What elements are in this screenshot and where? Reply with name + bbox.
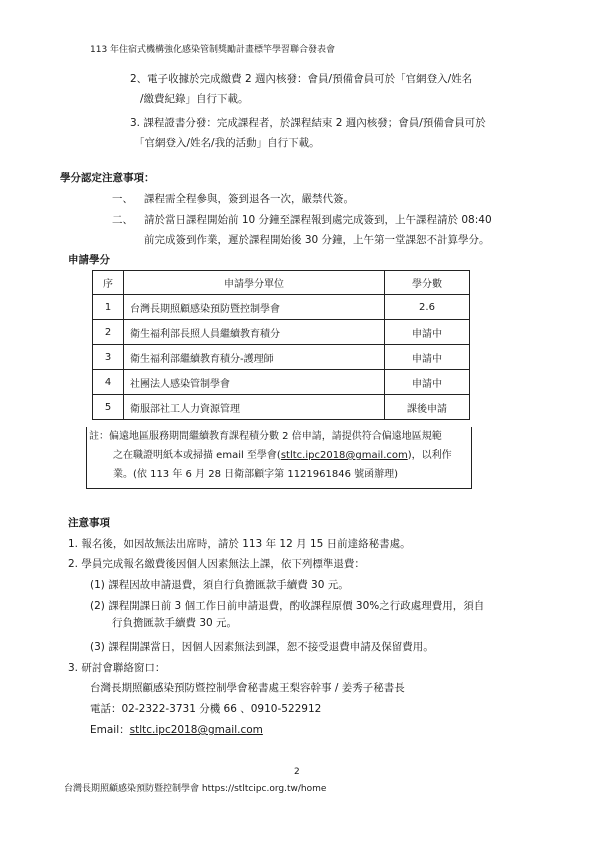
apply-credits-heading: 申請學分 bbox=[68, 254, 110, 266]
page-number: 2 bbox=[294, 767, 300, 777]
column-header-no: 序 bbox=[93, 271, 124, 295]
row-unit: 社團法人感染管制學會 bbox=[124, 370, 385, 395]
page-header: 113 年住宿式機構強化感染管制獎勵計畫標竿學習聯合發表會 bbox=[90, 45, 336, 55]
row-value: 申請中 bbox=[385, 370, 470, 395]
certificate-item-line1: 3. 課程證書分發：完成課程者，於課程結束 2 週內核發；會員/預備會員可於 bbox=[130, 117, 486, 129]
row-no: 3 bbox=[93, 345, 124, 370]
row-unit: 衛生福利部繼續教育積分-護理師 bbox=[124, 345, 385, 370]
notice-item-2: 2. 學員完成報名繳費後因個人因素無法上課，依下列標準退費： bbox=[68, 558, 365, 570]
table-note-email-link[interactable]: stltc.ipc2018@gmail.com bbox=[280, 450, 408, 461]
table-note-box bbox=[86, 427, 472, 489]
contact-org: 台灣長期照顧感染預防暨控制學會秘書處王梨容幹事 / 姜秀子秘書長 bbox=[90, 682, 405, 694]
notice-item-1: 1. 報名後，如因故無法出席時，請於 113 年 12 月 15 日前達絡秘書處。 bbox=[68, 538, 411, 550]
certificate-item-line2: 「官網登入/姓名/我的活動」自行下載。 bbox=[134, 137, 320, 149]
table-header-row bbox=[93, 271, 470, 295]
column-header-unit: 申請學分單位 bbox=[124, 271, 385, 295]
table-note-line2-a: 之在職證明紙本或掃描 email 至學會( bbox=[113, 450, 281, 461]
contact-email-link[interactable]: stltc.ipc2018@gmail.com bbox=[129, 724, 263, 736]
row-value: 課後申請 bbox=[385, 395, 470, 420]
row-unit: 衛服部社工人力資源管理 bbox=[124, 395, 385, 420]
notice-sub-3: (3) 課程開課當日，因個人因素無法到課，恕不接受退費申請及保留費用。 bbox=[90, 641, 434, 653]
table-note-line2-b: )，以利作 bbox=[407, 450, 452, 461]
credit-note-2-line1: 請於當日課程開始前 10 分鐘至課程報到處完成簽到，上午課程請於 08:40 bbox=[144, 214, 492, 226]
receipt-item-line2: /繳費紀錄」自行下載。 bbox=[140, 93, 249, 105]
column-header-value: 學分數 bbox=[385, 271, 470, 295]
row-no: 2 bbox=[93, 320, 124, 345]
table-row bbox=[93, 320, 470, 345]
table-row bbox=[93, 295, 470, 320]
notice-item-3: 3. 研討會聯絡窗口： bbox=[68, 662, 166, 674]
credit-note-1-mark: 一、 bbox=[112, 193, 133, 205]
row-unit: 衛生福利部長照人員繼續教育積分 bbox=[124, 320, 385, 345]
contact-phone: 電話：02-2322-3731 分機 66 、0910-522912 bbox=[90, 703, 322, 715]
row-unit: 台灣長期照顧感染預防暨控制學會 bbox=[124, 295, 385, 320]
notice-sub-1: (1) 課程因故申請退費，須自行負擔匯款手續費 30 元。 bbox=[90, 579, 349, 591]
credits-table bbox=[92, 270, 470, 420]
table-note-line2 bbox=[113, 449, 452, 463]
table-row bbox=[93, 345, 470, 370]
table-row bbox=[93, 370, 470, 395]
credit-notes-heading: 學分認定注意事項： bbox=[60, 172, 155, 184]
row-no: 5 bbox=[93, 395, 124, 420]
row-value: 申請中 bbox=[385, 320, 470, 345]
row-value: 申請中 bbox=[385, 345, 470, 370]
notice-sub-2-line2: 行負擔匯款手續費 30 元。 bbox=[112, 617, 238, 629]
notice-heading: 注意事項 bbox=[68, 517, 110, 529]
row-value: 2.6 bbox=[385, 295, 470, 320]
table-note-line1: 註：偏遠地區服務期間繼續教育課程積分數 2 倍申請，請提供符合偏遠地區規範 bbox=[89, 431, 442, 442]
notice-sub-2-line1: (2) 課程開課日前 3 個工作日前申請退費，酌收課程原價 30%之行政處理費用，須自 bbox=[90, 600, 485, 612]
row-no: 4 bbox=[93, 370, 124, 395]
table-note-line3: 業。(依 113 年 6 月 28 日衛部顧字第 1121961846 號函辦理) bbox=[113, 469, 399, 480]
contact-email-line bbox=[90, 723, 263, 737]
footer-text: 台灣長期照顧感染預防暨控制學會 https://stltcipc.org.tw/home bbox=[64, 784, 327, 794]
row-no: 1 bbox=[93, 295, 124, 320]
receipt-item-line1: 2、電子收據於完成繳費 2 週內核發：會員/預備會員可於「官網登入/姓名 bbox=[130, 73, 473, 85]
contact-email-label: Email： bbox=[90, 724, 130, 736]
credit-note-1-text: 課程需全程參與，簽到退各一次，嚴禁代簽。 bbox=[144, 193, 354, 205]
table-row bbox=[93, 395, 470, 420]
credit-note-2-mark: 二、 bbox=[112, 214, 133, 226]
credit-note-2-line2: 前完成簽到作業，遲於課程開始後 30 分鐘，上午第一堂課恕不計算學分。 bbox=[144, 234, 490, 246]
